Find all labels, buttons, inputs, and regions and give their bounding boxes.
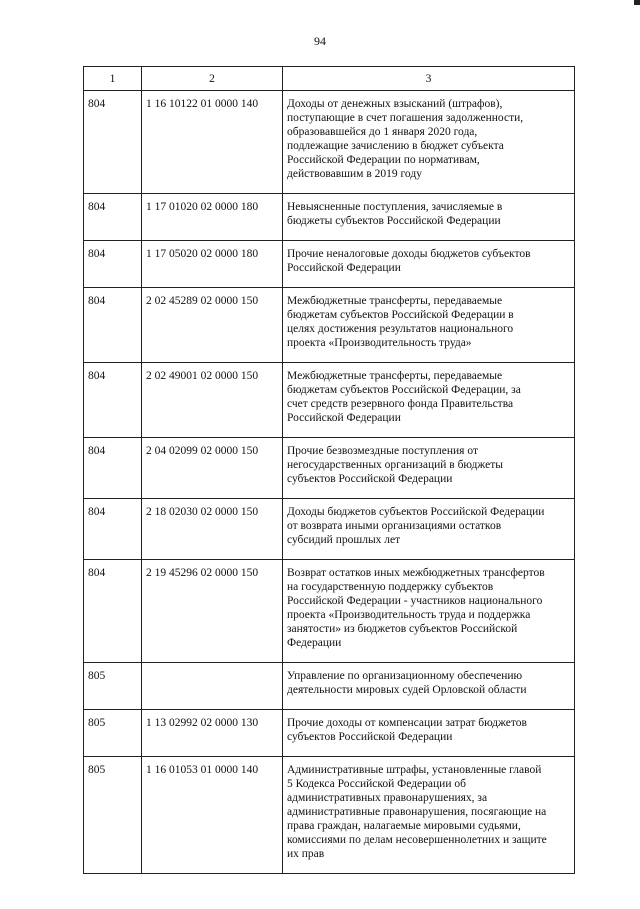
table-body xyxy=(84,67,575,874)
admin-code-cell: 805 xyxy=(84,710,142,757)
table-row xyxy=(84,438,575,499)
admin-code-cell: 804 xyxy=(84,363,142,438)
budget-code-cell: 2 18 02030 02 0000 150 xyxy=(142,499,283,560)
income-name-cell: Управление по организационному обеспечению деятельности мировых судей Орловской области xyxy=(283,663,575,710)
income-name-cell: Прочие неналоговые доходы бюджетов субъектов Российской Федерации xyxy=(283,241,575,288)
admin-code-cell: 805 xyxy=(84,757,142,874)
budget-code-cell: 1 16 01053 01 0000 140 xyxy=(142,757,283,874)
budget-code-cell: 2 19 45296 02 0000 150 xyxy=(142,560,283,663)
income-name-cell: Доходы бюджетов субъектов Российской Федерации от возврата иными организациями остатков субсидий прошлых лет xyxy=(283,499,575,560)
admin-code-cell: 804 xyxy=(84,288,142,363)
admin-code-cell: 804 xyxy=(84,241,142,288)
budget-code-cell: 1 13 02992 02 0000 130 xyxy=(142,710,283,757)
table-row xyxy=(84,241,575,288)
admin-code-cell: 805 xyxy=(84,663,142,710)
admin-code-cell: 804 xyxy=(84,91,142,194)
admin-code-cell: 804 xyxy=(84,560,142,663)
table-header-row xyxy=(84,67,575,91)
page-number: 94 xyxy=(314,34,326,48)
admin-code-cell: 804 xyxy=(84,499,142,560)
income-name-cell: Прочие безвозмездные поступления от негосударственных организаций в бюджеты субъектов Российской Федерации xyxy=(283,438,575,499)
income-name-cell: Межбюджетные трансферты, передаваемые бюджетам субъектов Российской Федерации, за счет средств резервного фонда Правительства Российской Федерации xyxy=(283,363,575,438)
income-name-cell: Прочие доходы от компенсации затрат бюджетов субъектов Российской Федерации xyxy=(283,710,575,757)
budget-code-cell xyxy=(142,663,283,710)
budget-code-cell: 1 16 10122 01 0000 140 xyxy=(142,91,283,194)
income-name-cell: Возврат остатков иных межбюджетных трансфертов на государственную поддержку субъектов Российской Федерации - участников национального проекта «Производительность труда и поддержка занятости» из бюджетов субъектов Российской Федерации xyxy=(283,560,575,663)
admin-code-cell: 804 xyxy=(84,438,142,499)
header-col-1: 1 xyxy=(84,67,142,91)
table-row xyxy=(84,91,575,194)
table-row xyxy=(84,499,575,560)
table-row xyxy=(84,288,575,363)
income-name-cell: Доходы от денежных взысканий (штрафов), поступающие в счет погашения задолженности, образовавшейся до 1 января 2020 года, подлежащие зачислению в бюджет субъекта Российской Федерации по нормативам, действовавшим в 2019 году xyxy=(283,91,575,194)
header-col-2: 2 xyxy=(142,67,283,91)
table-row xyxy=(84,710,575,757)
budget-code-cell: 2 04 02099 02 0000 150 xyxy=(142,438,283,499)
header-col-3: 3 xyxy=(283,67,575,91)
income-name-cell: Невыясненные поступления, зачисляемые в бюджеты субъектов Российской Федерации xyxy=(283,194,575,241)
table-row xyxy=(84,560,575,663)
budget-code-cell: 2 02 45289 02 0000 150 xyxy=(142,288,283,363)
admin-code-cell: 804 xyxy=(84,194,142,241)
income-name-cell: Межбюджетные трансферты, передаваемые бюджетам субъектов Российской Федерации в целях достижения результатов национального проекта «Производительность труда» xyxy=(283,288,575,363)
budget-codes-table xyxy=(83,66,575,874)
table-row xyxy=(84,663,575,710)
income-name-cell: Административные штрафы, установленные главой 5 Кодекса Российской Федерации об административных правонарушениях, за административные правонарушения, посягающие на права граждан, налагаемые мировыми судьями, комиссиями по делам несовершеннолетних и защите их прав xyxy=(283,757,575,874)
table-row xyxy=(84,757,575,874)
budget-code-cell: 1 17 05020 02 0000 180 xyxy=(142,241,283,288)
budget-code-cell: 1 17 01020 02 0000 180 xyxy=(142,194,283,241)
table-row xyxy=(84,194,575,241)
table-row xyxy=(84,363,575,438)
scan-corner-mark xyxy=(634,0,640,5)
budget-code-cell: 2 02 49001 02 0000 150 xyxy=(142,363,283,438)
